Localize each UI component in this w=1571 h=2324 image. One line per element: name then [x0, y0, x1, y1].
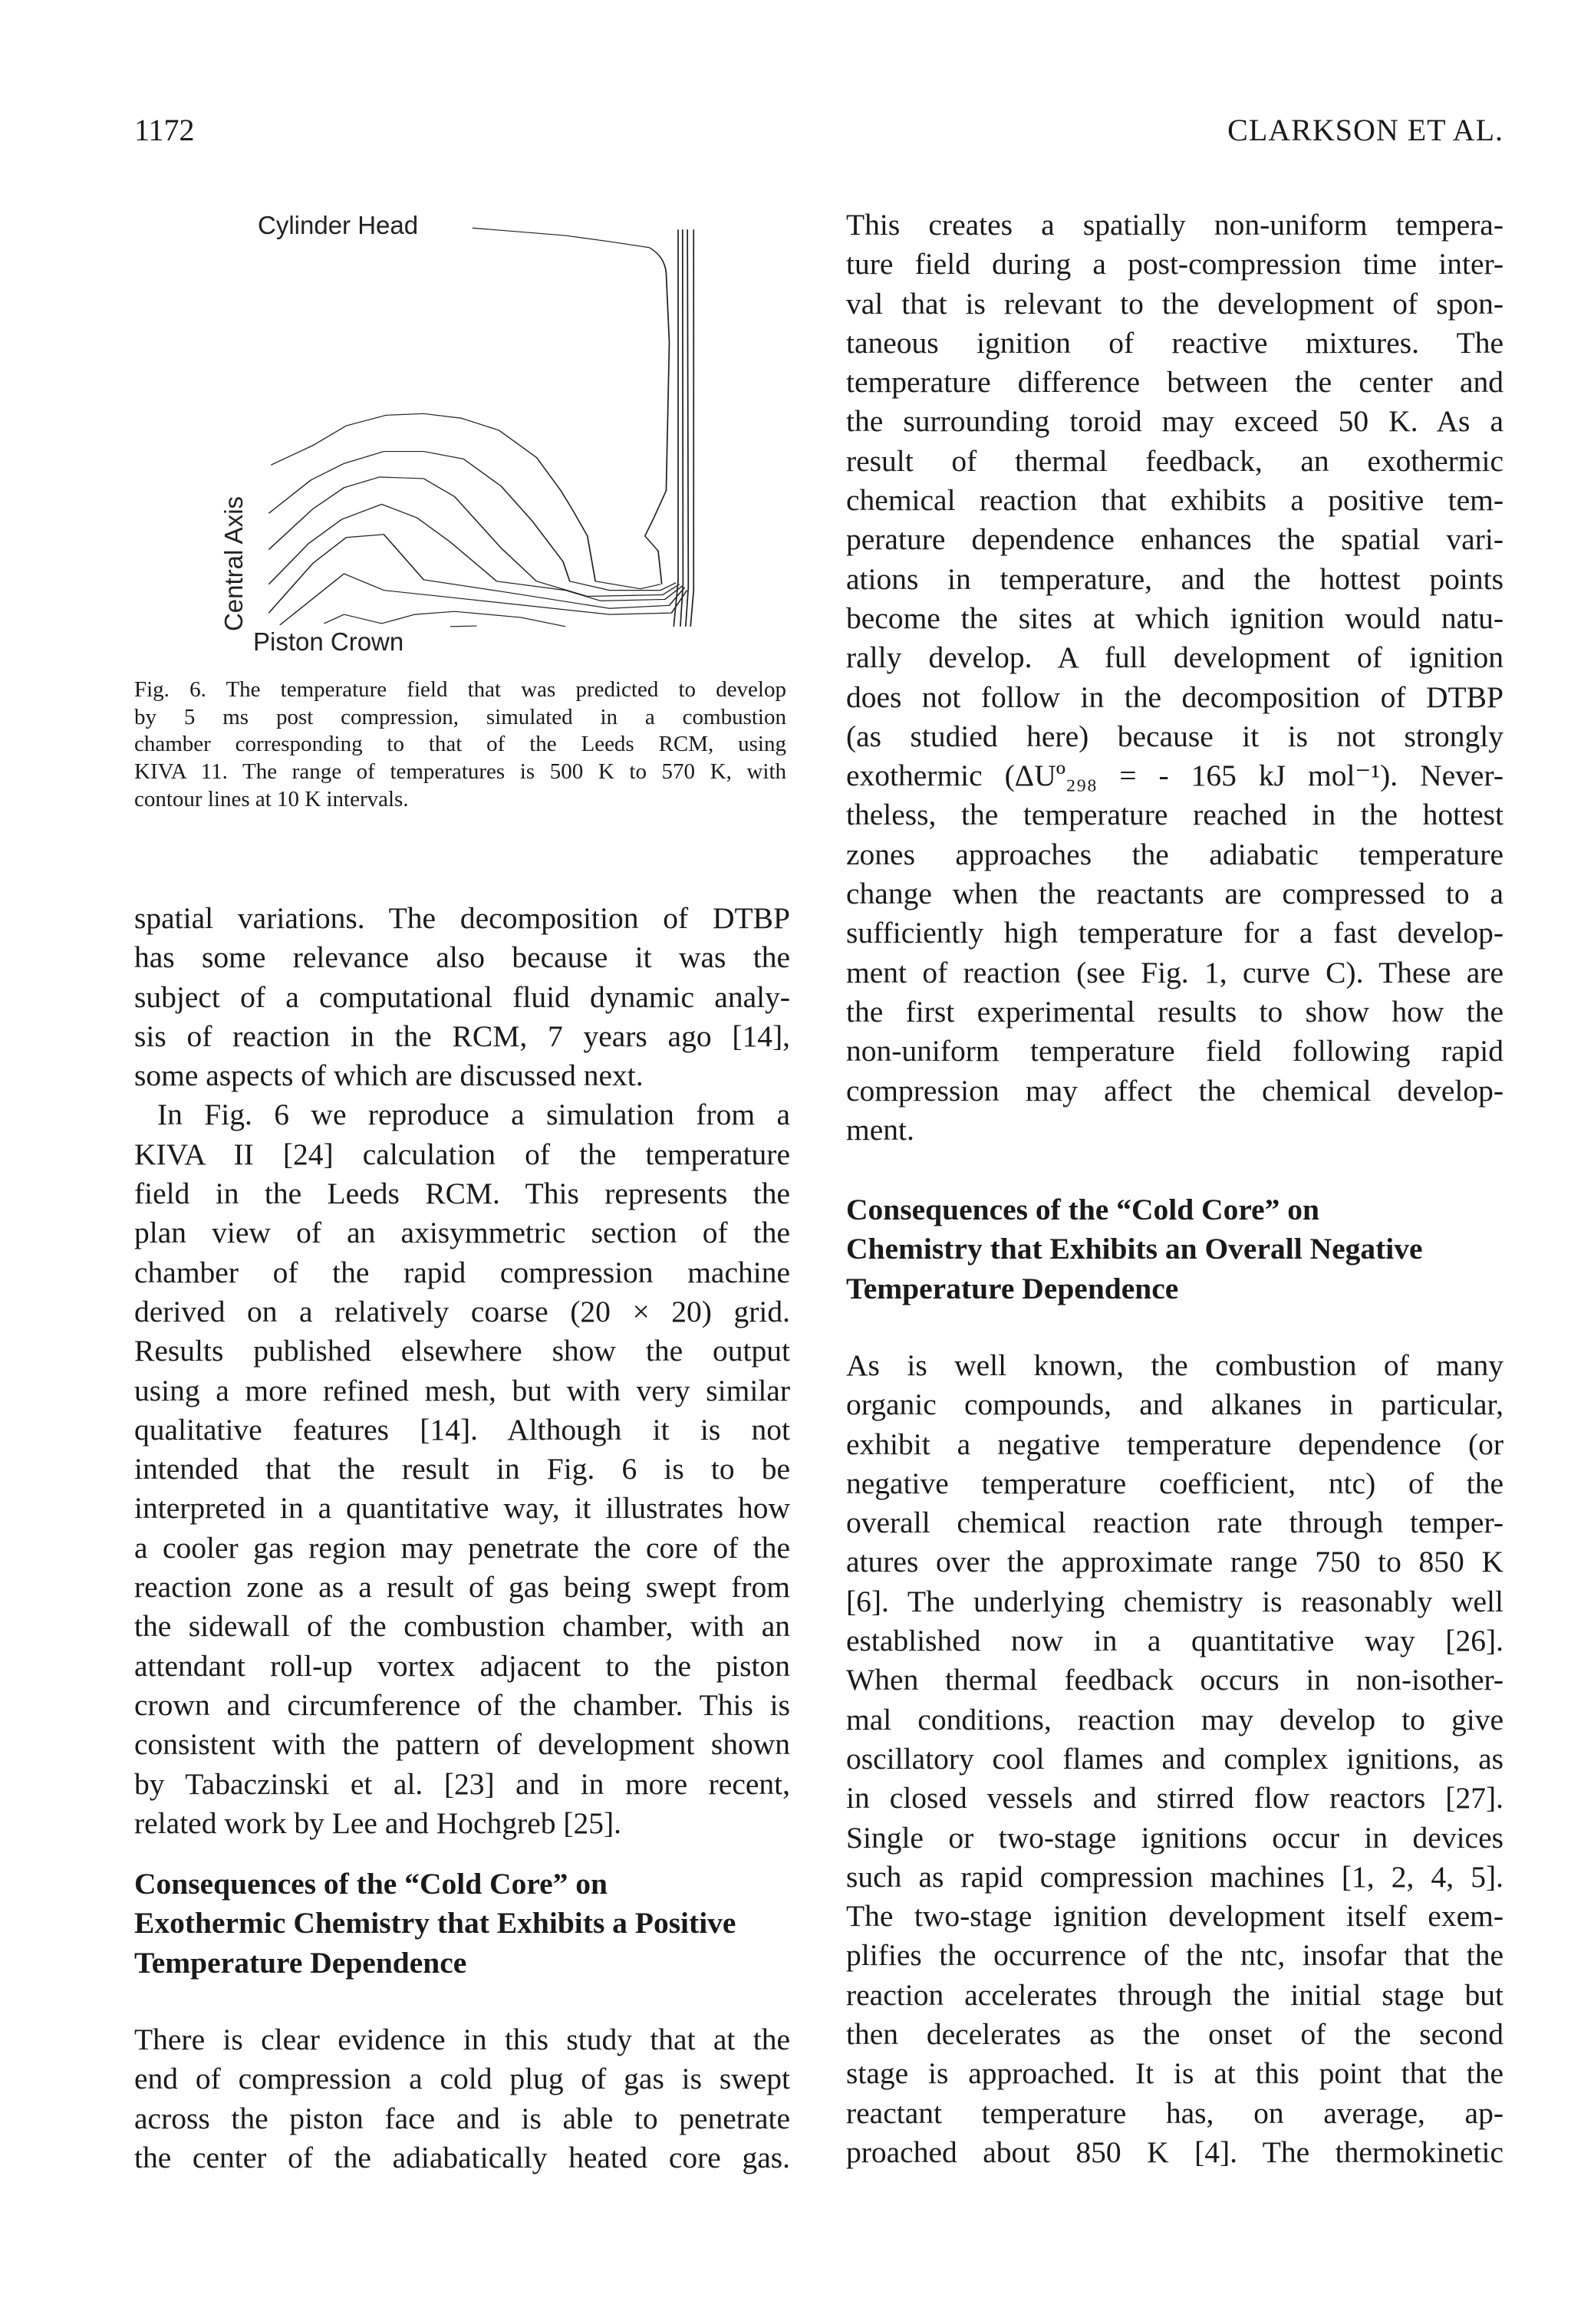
text-line: non-uniform temperature field following rapid	[846, 1034, 1503, 1068]
text-line: sis of reaction in the RCM, 7 years ago [14],	[134, 1019, 790, 1053]
figure-caption	[134, 676, 786, 813]
label-cylinder-head: Cylinder Head	[258, 211, 419, 239]
text-line: oscillatory cool flames and complex ignitions, as	[846, 1741, 1503, 1776]
text-line: has some relevance also because it was the	[134, 940, 790, 975]
wall-contour	[686, 229, 688, 627]
text-line: ment of reaction (see Fig. 1, curve C). These are	[846, 955, 1503, 989]
text-line: plan view of an axisymmetric section of the	[134, 1216, 790, 1250]
text-line: crown and circumference of the chamber. This is	[134, 1687, 790, 1722]
text-line: the first experimental results to show how the	[846, 994, 1503, 1029]
contour-line	[268, 535, 684, 613]
text-line: the center of the adiabatically heated core gas.	[134, 2140, 790, 2174]
text-line: become the sites at which ignition would natu-	[846, 601, 1503, 635]
caption-line: chamber corresponding to that of the Leeds RCM, using	[134, 732, 786, 757]
text-line: Results published elsewhere show the output	[134, 1334, 790, 1368]
text-line: reaction zone as a result of gas being swept from	[134, 1570, 790, 1605]
text-line: derived on a relatively coarse (20 × 20) grid.	[134, 1294, 790, 1328]
text-line: some aspects of which are discussed next.	[134, 1058, 644, 1093]
text-line: consistent with the pattern of development shown	[134, 1727, 790, 1762]
wall-contour	[680, 229, 683, 627]
text-line: taneous ignition of reactive mixtures. The	[846, 325, 1503, 360]
contour-line	[473, 228, 670, 584]
text-line: the surrounding toroid may exceed 50 K. As a	[846, 404, 1503, 439]
label-piston-crown: Piston Crown	[253, 627, 404, 656]
text-line: [6]. The underlying chemistry is reasonably well	[846, 1584, 1503, 1618]
contour-line	[268, 452, 676, 591]
text-line: Single or two-stage ignitions occur in devices	[846, 1820, 1503, 1855]
caption-line: Fig. 6. The temperature field that was predicted to develop	[134, 677, 786, 702]
text-line: ment.	[846, 1112, 914, 1147]
paragraph	[846, 206, 1503, 1150]
text-line: subject of a computational fluid dynamic analy-	[134, 979, 790, 1014]
caption-line: by 5 ms post compression, simulated in a combustion	[134, 704, 786, 729]
right-column-body	[846, 206, 1503, 1150]
text-line: attendant roll-up vortex adjacent to the piston	[134, 1648, 790, 1683]
text-line: ations in temperature, and the hottest points	[846, 561, 1503, 596]
text-line: such as rapid compression machines [1, 2, 4, 5].	[846, 1859, 1503, 1894]
text-line: related work by Lee and Hochgreb [25].	[134, 1806, 622, 1840]
text-line: field in the Leeds RCM. This represents the	[134, 1177, 790, 1211]
text-line: rally develop. A full development of ignition	[846, 640, 1503, 675]
text-line: sufficiently high temperature for a fast develop-	[846, 916, 1503, 950]
text-line: overall chemical reaction rate through temper-	[846, 1506, 1503, 1540]
text-line: In Fig. 6 we reproduce a simulation from a	[157, 1098, 790, 1132]
right-column-body-2	[846, 1346, 1503, 2172]
text-line: by Tabaczinski et al. [23] and in more recent,	[134, 1766, 790, 1801]
text-line: exothermic (ΔUº₂₉₈ = - 165 kJ mol⁻¹). Never-	[846, 759, 1503, 793]
text-line: then decelerates as the onset of the second	[846, 2017, 1503, 2052]
text-line: across the piston face and is able to penetrate	[134, 2101, 790, 2135]
heading-line: Consequences of the “Cold Core” on	[846, 1193, 1320, 1226]
text-line: chemical reaction that exhibits a positive tem-	[846, 483, 1503, 518]
text-line: using a more refined mesh, but with very similar	[134, 1373, 790, 1407]
text-line: in closed vessels and stirred flow reactors [27].	[846, 1781, 1503, 1815]
heading-line: Temperature Dependence	[846, 1271, 1179, 1305]
text-line: atures over the approximate range 750 to 850 K	[846, 1545, 1503, 1579]
paragraph	[134, 2020, 790, 2178]
contour-line	[268, 477, 679, 596]
text-line: The two-stage ignition development itself exem-	[846, 1899, 1503, 1934]
text-line: perature dependence enhances the spatial vari-	[846, 522, 1503, 557]
text-line: does not follow in the decomposition of DTBP	[846, 680, 1503, 714]
contour-line	[450, 626, 477, 627]
left-column-body-2	[134, 2020, 790, 2178]
page-number: 1172	[134, 113, 195, 147]
text-line: end of compression a cold plug of gas is swept	[134, 2062, 790, 2096]
paragraph	[846, 1346, 1503, 2172]
text-line: established now in a quantitative way [26].	[846, 1624, 1503, 1658]
text-line: compression may affect the chemical develop-	[846, 1073, 1503, 1108]
text-line: spatial variations. The decomposition of DTBP	[134, 901, 790, 935]
text-line: KIVA II [24] calculation of the temperature	[134, 1137, 790, 1171]
text-line: temperature difference between the center and	[846, 365, 1503, 400]
heading-line: Exothermic Chemistry that Exhibits a Positive	[134, 1906, 736, 1941]
text-line: interpreted in a quantitative way, it illustrates how	[134, 1491, 790, 1526]
text-line: zones approaches the adiabatic temperature	[846, 837, 1503, 871]
heading-line: Temperature Dependence	[134, 1945, 467, 1980]
left-column-body	[134, 899, 790, 1843]
text-line: This creates a spatially non-uniform tempera-	[846, 208, 1503, 242]
right-section-heading	[846, 1190, 1503, 1308]
paragraph	[134, 1095, 790, 1843]
text-line: result of thermal feedback, an exothermic	[846, 443, 1503, 478]
text-line: chamber of the rapid compression machine	[134, 1255, 790, 1289]
text-line: change when the reactants are compressed to a	[846, 877, 1503, 911]
text-line: ture field during a post-compression time inter-	[846, 247, 1503, 281]
contour-line	[280, 574, 687, 625]
text-line: reactant temperature has, on average, ap-	[846, 2095, 1503, 2130]
heading-line: Chemistry that Exhibits an Overall Negative	[846, 1232, 1423, 1266]
text-line: the sidewall of the combustion chamber, with an	[134, 1609, 790, 1644]
label-central-axis: Central Axis	[219, 495, 248, 632]
text-line: reaction accelerates through the initial stage but	[846, 1977, 1503, 2012]
caption-line: contour lines at 10 K intervals.	[134, 786, 409, 811]
contour-line	[271, 413, 660, 588]
text-line: proached about 850 K [4]. The thermokinetic	[846, 2135, 1503, 2169]
text-line: When thermal feedback occurs in non-isother-	[846, 1663, 1503, 1697]
text-line: exhibit a negative temperature dependence (or	[846, 1427, 1503, 1461]
contour-lines	[268, 228, 693, 627]
figure-6-temperature-contours	[123, 192, 813, 667]
heading-line: Consequences of the “Cold Core” on	[134, 1867, 608, 1901]
text-line: a cooler gas region may penetrate the core of the	[134, 1530, 790, 1565]
text-line: intended that the result in Fig. 6 is to be	[134, 1452, 790, 1486]
contour-line	[324, 611, 565, 627]
caption-line: KIVA 11. The range of temperatures is 500 K to 570 K, with	[134, 759, 786, 785]
text-line: organic compounds, and alkanes in particular,	[846, 1387, 1503, 1422]
text-line: As is well known, the combustion of many	[846, 1348, 1503, 1382]
contour-line	[268, 504, 682, 601]
text-line: (as studied here) because it is not strongly	[846, 719, 1503, 753]
text-line: stage is approached. It is at this point that the	[846, 2056, 1503, 2091]
text-line: val that is relevant to the development of spon-	[846, 286, 1503, 321]
running-head: CLARKSON ET AL.	[1227, 113, 1503, 147]
paragraph	[134, 899, 790, 1095]
text-line: theless, the temperature reached in the hottest	[846, 798, 1503, 832]
text-line: plifies the occurrence of the ntc, insofar that the	[846, 1938, 1503, 1973]
wall-contour	[674, 229, 678, 627]
text-line: mal conditions, reaction may develop to give	[846, 1702, 1503, 1736]
text-line: There is clear evidence in this study that at the	[134, 2023, 790, 2056]
text-line: qualitative features [14]. Although it is not	[134, 1412, 790, 1447]
wall-contour	[690, 229, 693, 627]
left-section-heading	[134, 1865, 790, 1983]
text-line: negative temperature coefficient, ntc) of the	[846, 1466, 1503, 1500]
